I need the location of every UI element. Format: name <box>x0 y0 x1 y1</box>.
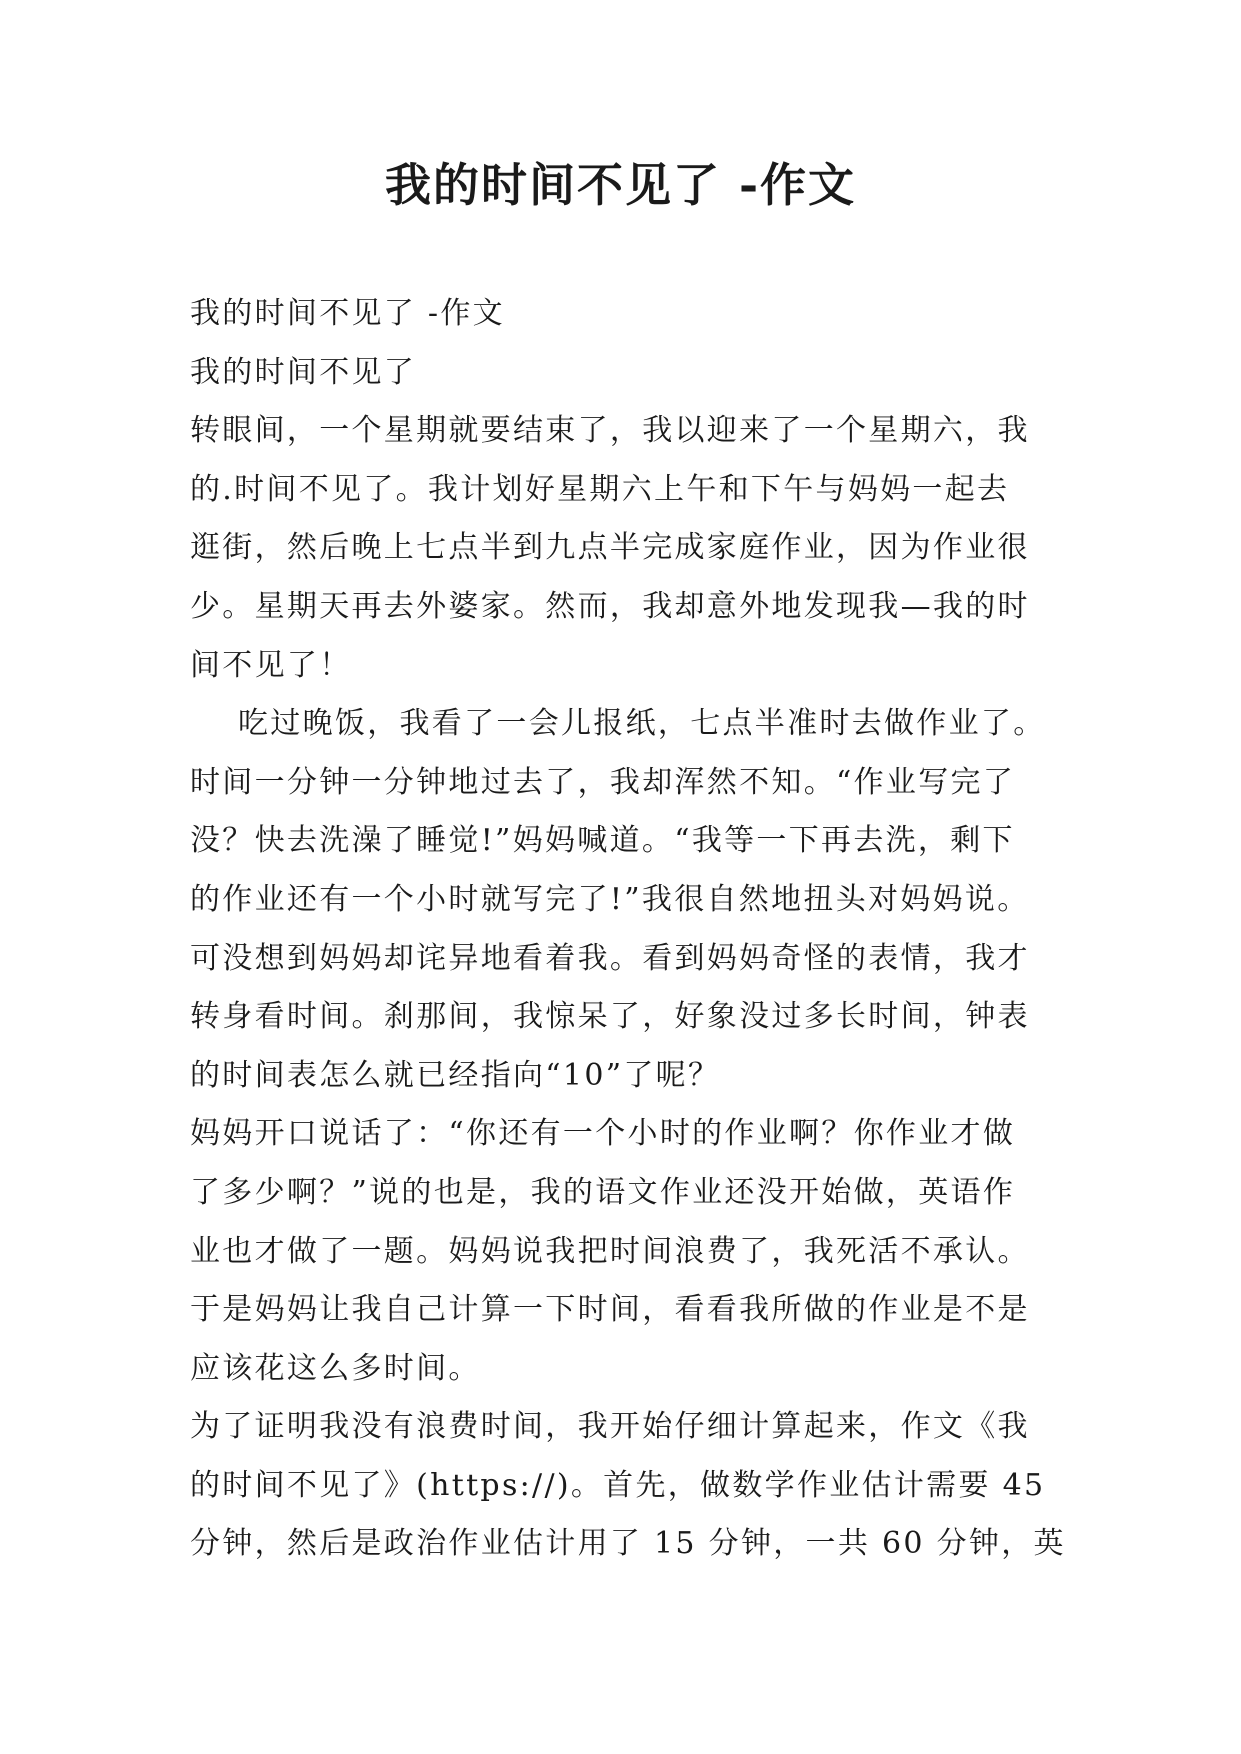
text-line: 的.时间不见了。我计划好星期六上午和下午与妈妈一起去 <box>190 471 1010 507</box>
text-line: 的时间表怎么就已经指向“10”了呢？ <box>190 1057 721 1093</box>
text-line: 逛街，然后晚上七点半到九点半完成家庭作业，因为作业很 <box>190 530 1030 566</box>
text-line: 转眼间，一个星期就要结束了，我以迎来了一个星期六，我 <box>190 413 1030 449</box>
text-line: 可没想到妈妈却诧异地看着我。看到妈妈奇怪的表情，我才 <box>190 940 1030 976</box>
text-line: 分钟，然后是政治作业估计用了 15 分钟，一共 60 分钟，英 <box>190 1526 1066 1562</box>
text-line: 的作业还有一个小时就写完了!”我很自然地扭头对妈妈说。 <box>190 881 1030 917</box>
text-line: 妈妈开口说话了：“你还有一个小时的作业啊？你作业才做 <box>190 1116 1016 1152</box>
text-line: 吃过晚饭，我看了一会儿报纸，七点半准时去做作业了。 <box>238 706 1046 742</box>
text-line: 了多少啊？”说的也是，我的语文作业还没开始做，英语作 <box>190 1174 1016 1210</box>
text-line: 于是妈妈让我自己计算一下时间，看看我所做的作业是不是 <box>190 1292 1030 1328</box>
text-line: 我的时间不见了 -作文 <box>190 296 505 331</box>
text-line: 业也才做了一题。妈妈说我把时间浪费了，我死活不承认。 <box>190 1233 1030 1269</box>
text-line: 应该花这么多时间。 <box>190 1350 481 1386</box>
text-line: 间不见了！ <box>190 647 352 683</box>
text-line: 没？快去洗澡了睡觉!”妈妈喊道。“我等一下再去洗，剩下 <box>190 823 1015 859</box>
text-line: 我的时间不见了 <box>190 354 417 390</box>
text-line: 为了证明我没有浪费时间，我开始仔细计算起来，作文《我 <box>190 1409 1030 1445</box>
text-line: 的时间不见了》(https://)。首先，做数学作业估计需要 45 <box>190 1467 1046 1503</box>
text-line: 转身看时间。刹那间，我惊呆了，好象没过多长时间，钟表 <box>190 999 1030 1035</box>
text-line: 时间一分钟一分钟地过去了，我却浑然不知。“作业写完了 <box>190 764 1016 800</box>
text-line: 少。星期天再去外婆家。然而，我却意外地发现我—我的时 <box>190 588 1030 624</box>
page-title: 我的时间不见了 -作文 <box>384 158 857 212</box>
document-body <box>190 285 1070 1574</box>
